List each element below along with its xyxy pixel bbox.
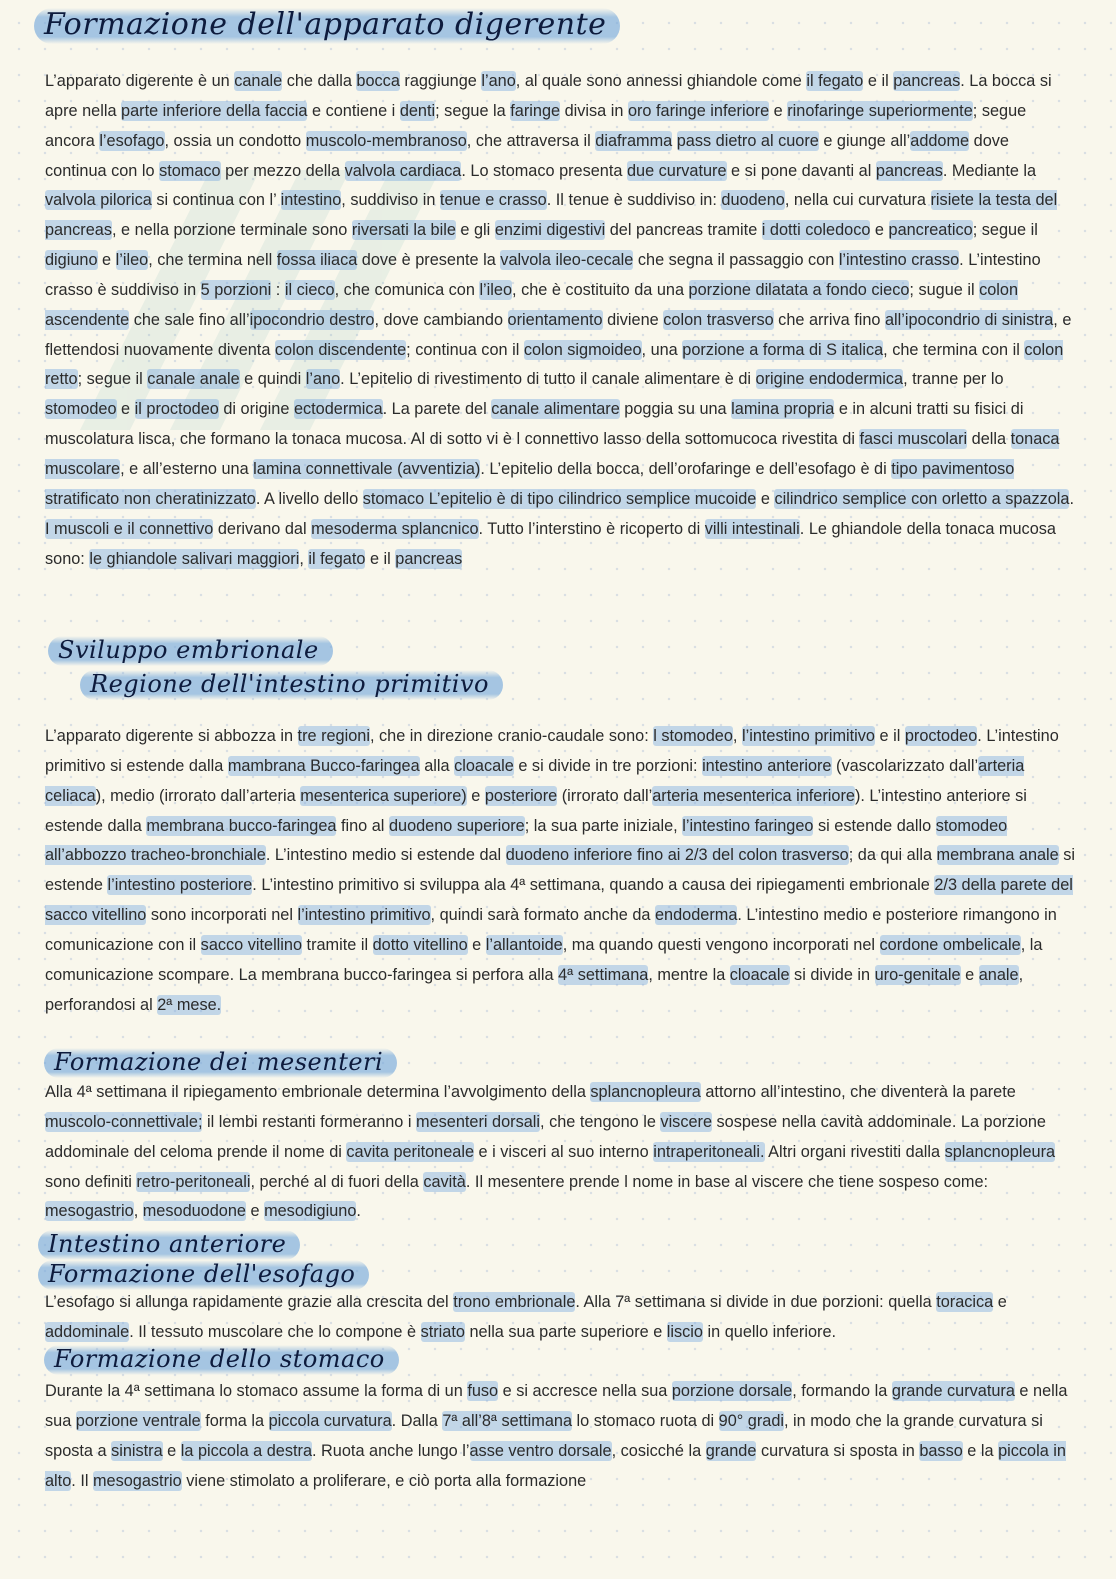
text-run: si estende [45,846,1076,895]
highlighted-text: membrana anale [936,846,1059,865]
highlighted-text: mesogastrio [45,1202,134,1221]
text-run: L’esofago si allunga rapidamente grazie alla crescita del [45,1293,454,1311]
text-run: . La parete del [382,400,492,419]
text-run: (vascolarizzato dall’ [831,756,979,775]
highlighted-text: posteriore [484,786,558,805]
text-run: , [133,1202,143,1221]
highlighted-text: l’ano [481,72,516,90]
highlighted-text: trono embrionale [453,1293,576,1311]
highlighted-text: cordone ombelicale [879,935,1021,954]
heading-formazione-esofago: Formazione dell'esofago [38,1260,369,1290]
highlighted-text: canale anale [147,370,240,389]
highlighted-text: all’ipocondrio di sinistra [884,310,1054,329]
paragraph-stomaco [45,1377,1075,1496]
text-run: . Tutto l’interstino è ricoperto di [478,519,705,538]
text-run: , e all’esterno una [120,459,254,478]
highlighted-text: pancreatico [888,221,973,240]
highlighted-text: colon retto [45,340,1064,389]
highlighted-text: tenue e crasso [439,191,547,210]
text-run: , formando la [792,1382,892,1400]
text-run: divisa in [560,101,628,120]
highlighted-text: l’esofago [99,131,165,150]
text-run: . L’intestino medio si estende dal [265,846,506,865]
highlighted-text: pancreas [893,72,961,90]
highlighted-text: canale alimentare [491,400,620,419]
highlighted-text: striato [420,1322,465,1341]
text-run: e [769,101,788,120]
text-run: della [967,430,1011,449]
highlighted-text: mesenterica superiore) [300,786,467,805]
highlighted-text: viscere [660,1112,712,1131]
highlighted-text: cavità [423,1172,466,1191]
text-run: . L’intestino primitivo si estende dalla [45,727,1059,775]
highlighted-text: lamina connettivale (avventizia) [253,459,481,478]
text-run: e [756,489,775,508]
highlighted-text: porzione dorsale [671,1382,793,1400]
text-run: , perché al di fuori della [250,1172,424,1191]
text-run: e [97,251,116,270]
text-run: dove continua con lo [45,131,1009,180]
text-run: . La bocca si apre nella [45,72,1052,120]
text-run: e i visceri al suo interno [474,1142,654,1161]
text-run: che dalla [282,72,357,90]
highlighted-text: tipo pavimentoso stratificato non cheratinizzato [45,459,1015,508]
text-run: . Ruota anche lungo l’ [312,1441,470,1460]
text-run: . Il [71,1471,93,1490]
highlighted-text: duodeno superiore [388,816,525,835]
text-run: . [356,1202,361,1221]
text-run: del pancreas tramite [605,221,762,240]
text-run: nella sua parte superiore e [464,1322,667,1341]
text-run: Alla 4ª settimana il ripiegamento embrionale determina l’avvolgimento della [45,1083,591,1101]
text-run: e [960,965,979,984]
text-run: . L’intestino crasso è suddiviso in [45,251,1041,299]
highlighted-text: cilindrico semplice con orletto a spazzola [774,489,1070,508]
text-run: che segna il passaggio con [633,251,839,270]
text-run: . Il tessuto muscolare che lo compone è [129,1322,421,1341]
text-run: alla [419,756,455,775]
highlighted-text: stomodeo [45,400,117,419]
highlighted-text: cloacale [454,756,514,775]
highlighted-text: I muscoli e il connettivo [45,519,214,538]
highlighted-text: mambrana Bucco-faringea [227,756,420,775]
text-run: viene stimolato a proliferare, e ciò porta alla formazione [181,1471,587,1490]
text-run: sono incorporati nel [146,906,298,925]
highlighted-text: piccola curvatura [268,1411,392,1430]
text-run: . L’intestino primitivo si sviluppa ala 4ª settimana, quando a causa dei ripiegamenti embrionale [252,876,935,895]
highlighted-text: splancnopleura [590,1083,701,1101]
highlighted-text: colon sigmoideo [523,340,642,359]
highlighted-text: toracica [936,1293,994,1311]
highlighted-text: tre regioni [297,727,370,745]
text-run: e [116,400,135,419]
text-run: , cosicché la [611,1441,706,1460]
highlighted-text: lamina propria [731,400,835,419]
highlighted-text: pass dietro al cuore [676,131,819,150]
highlighted-text: l stomodeo [653,727,733,745]
text-run: , la comunicazione scompare. La membrana bucco-faringea si perfora alla [45,935,1043,984]
highlighted-text: mesenteri dorsali [416,1112,541,1131]
highlighted-text: addominale [45,1322,130,1341]
highlighted-text: ipocondrio destro [249,310,375,329]
highlighted-text: colon discendente [274,340,407,359]
highlighted-text: il cieco [284,280,335,299]
text-run: e [162,1441,181,1460]
highlighted-text: muscolo-membranoso [305,131,467,150]
highlighted-text: sacco vitellino [200,935,303,954]
highlighted-text: oro faringe inferiore [627,101,770,120]
text-run: sospese nella cavità addominale. La porzione addominale del celoma prende il nome di [45,1112,1046,1161]
paragraph-intro [45,67,1075,574]
text-run: (irrorato dall’ [557,786,653,805]
text-run: , che attraversa il [466,131,596,150]
highlighted-text: grande curvatura [891,1382,1015,1400]
highlighted-text: muscolo-connettivale; [45,1112,203,1131]
highlighted-text: addome [910,131,970,150]
text-run: lo stomaco ruota di [572,1411,719,1430]
text-run: Altri organi rivestiti dalla [764,1142,945,1161]
highlighted-text: tonaca muscolare [45,430,1060,478]
highlighted-text: l’intestino faringeo [682,816,814,835]
text-run: di origine [218,400,294,419]
highlighted-text: sinistra [111,1441,163,1460]
highlighted-text: membrana bucco-faringea [146,816,337,835]
text-run: , perforandosi al [45,965,1024,1014]
text-run: e giunge all’ [818,131,911,150]
heading-intestino-anteriore: Intestino anteriore [38,1230,300,1260]
highlighted-text: 5 porzioni [200,280,272,299]
text-run: , ossia un condotto [164,131,306,150]
text-run: ; segue ancora [45,101,1027,150]
highlighted-text: retro-peritoneali [136,1172,251,1191]
highlighted-text: intestino [280,191,342,210]
text-run: . Il tenue è suddiviso in: [546,191,722,210]
highlighted-text: splancnopleura [944,1142,1056,1161]
text-run: e [467,935,486,954]
highlighted-text: digiuno [45,251,98,270]
highlighted-text: denti [399,101,436,120]
text-run: e [466,786,485,805]
highlighted-text: cloacale [729,965,790,984]
text-run: . L’epitelio della bocca, dell’orofaringe e dell’esofago è di [480,459,892,478]
highlighted-text: dotto vitellino [372,935,468,954]
highlighted-text: i dotti coledoco [761,221,871,240]
text-run: , dove cambiando [374,310,508,329]
text-run: , una [641,340,683,359]
text-run: ; da qui alla [848,846,937,865]
highlighted-text: duodeno [721,191,785,210]
highlighted-text: pancreas [395,549,463,568]
text-run: , e nella porzione terminale sono [111,221,352,240]
highlighted-text: stomodeo all’abbozzo tracheo-bronchiale [45,816,1008,865]
highlighted-text: grande [705,1441,757,1460]
highlighted-text: 4ª settimana [558,965,649,984]
highlighted-text: asse ventro dorsale [469,1441,612,1460]
text-run: , [299,549,309,568]
text-run: . Le ghiandole della tonaca mucosa sono: [45,519,1056,568]
highlighted-text: mesoderma splancnico [311,519,479,538]
highlighted-text: l’ano [305,370,341,389]
highlighted-text: diaframma [595,131,673,150]
highlighted-text: cavita peritoneale [346,1142,475,1161]
highlighted-text: il proctodeo [134,400,219,419]
text-run: Durante la 4ª settimana lo stomaco assume la forma di un [45,1382,468,1400]
highlighted-text: bocca [356,72,400,90]
highlighted-text: l’intestino primitivo [297,906,431,925]
highlighted-text: mesoduodone [142,1202,246,1221]
highlighted-text: la piccola a destra [180,1441,312,1460]
text-run: ), medio (irrorato dall’arteria [95,786,301,805]
highlighted-text: stomaco [159,161,221,180]
text-run: , [732,727,742,745]
highlighted-text: 2/3 della parete del sacco vitellino [45,876,1073,925]
highlighted-text: il fegato [806,72,864,90]
highlighted-text: colon ascendente [45,280,1019,329]
highlighted-text: orientamento [507,310,603,329]
text-run: . Lo stomaco presenta [461,161,627,180]
text-run: e si divide in tre porzioni: [513,756,703,775]
text-run: , nella cui curvatura [784,191,931,210]
highlighted-text: il fegato [308,549,366,568]
text-run: , in modo che la grande curvatura si sposta a [45,1411,1043,1460]
text-run: e si accresce nella sua [498,1382,672,1400]
highlighted-text: due curvature [626,161,727,180]
text-run: L’apparato digerente si abbozza in [45,727,298,745]
text-run: attorno all’intestino, che diventerà la parete [700,1083,1016,1101]
highlighted-text: riversati la bile [351,221,456,240]
text-run: tramite il [302,935,373,954]
highlighted-text: porzione a forma di S italica [682,340,884,359]
highlighted-text: intraperitoneali. [653,1142,765,1161]
text-run: e [993,1293,1007,1311]
highlighted-text: liscio [666,1322,703,1341]
highlighted-text: valvola ileo-cecale [500,251,634,270]
text-run: . A livello dello [255,489,363,508]
text-run: , che termina nell [148,251,277,270]
paragraph-sviluppo [45,722,1075,1020]
highlighted-text: uro-genitale [874,965,961,984]
text-run: che sale fino all’ [129,310,250,329]
highlighted-text: colon trasverso [663,310,774,329]
text-run: , suddiviso in [341,191,440,210]
text-run: . L’intestino medio e posteriore rimangono in comunicazione con il [45,906,1057,954]
highlighted-text: villi intestinali [704,519,800,538]
text-run: forma la [200,1411,269,1430]
highlighted-text: canale [234,72,283,90]
text-run: e [870,221,889,240]
highlighted-text: fuso [467,1382,499,1400]
heading-formazione-mesenteri: Formazione dei mesenteri [44,1048,397,1078]
text-run: sono definiti [45,1172,137,1191]
highlighted-text: l’intestino posteriore [107,876,253,895]
highlighted-text: arteria celiaca [45,756,1025,805]
text-run: e contiene i [307,101,400,120]
heading-regione-intestino-primitivo: Regione dell'intestino primitivo [80,670,503,700]
highlighted-text: arteria mesenterica inferiore [652,786,855,805]
highlighted-text: le ghiandole salivari maggiori [89,549,300,568]
highlighted-text: intestino anteriore [702,756,832,775]
text-run: . Il mesentere prende l nome in base al viscere che tiene sospeso come: [465,1172,989,1191]
text-run: , al quale sono annessi ghiandole come [515,72,807,90]
heading-formazione-stomaco: Formazione dello stomaco [44,1345,399,1375]
paragraph-mesenteri [45,1078,1075,1227]
text-run: e gli [455,221,495,240]
highlighted-text: 90° gradi [718,1411,784,1430]
text-run: ; sugue il [909,280,980,299]
highlighted-text: stomaco L’epitelio è di tipo cilindrico semplice mucoide [362,489,757,508]
highlighted-text: 7ª all’8ª settimana [442,1411,573,1430]
highlighted-text: porzione ventrale [75,1411,201,1430]
text-run: . L’epitelio di rivestimento di tutto il canale alimentare è di [340,370,756,389]
text-run: il lembi restanti formeranno i [202,1112,417,1131]
text-run: e si pone davanti al [726,161,876,180]
highlighted-text: porzione dilatata a fondo cieco [688,280,910,299]
text-run: dove è presente la [357,251,501,270]
text-run: . Alla 7ª settimana si divide in due porzioni: quella [575,1293,937,1311]
highlighted-text: l’allantoide [485,935,563,954]
text-run: ; continua con il [406,340,524,359]
text-run: si estende dallo [813,816,936,835]
text-run: , e flettendosi nuovamente diventa [45,310,1072,359]
text-run: , quindi sarà formato anche da [430,906,655,925]
text-run: , che comunica con [334,280,480,299]
page-title: Formazione dell'apparato digerente [34,8,620,44]
text-run: poggia su una [619,400,732,419]
highlighted-text: valvola cardiaca [344,161,462,180]
text-run: e la [962,1441,999,1460]
text-run: L’apparato digerente è un [45,72,235,90]
text-run: : [271,280,285,299]
text-run: . Dalla [391,1411,443,1430]
highlighted-text: parte inferiore della faccia [121,101,308,120]
text-run: curvatura si sposta in [756,1441,920,1460]
text-run: ; segue il [972,221,1038,240]
highlighted-text: anale [978,965,1019,984]
text-run: fino al [336,816,389,835]
text-run: si continua con l’ [151,191,281,210]
highlighted-text: enzimi digestivi [494,221,606,240]
highlighted-text: pancreas [875,161,943,180]
text-run: ; segue il [77,370,148,389]
text-run: in quello inferiore. [702,1322,837,1341]
highlighted-text: mesogastrio [92,1471,182,1490]
text-run: raggiunge [399,72,482,90]
text-run: . Mediante la [942,161,1037,180]
highlighted-text: 2ª mese. [157,995,222,1014]
highlighted-text: origine endodermica [755,370,904,389]
text-run: e nella sua [45,1382,1068,1430]
highlighted-text: duodeno inferiore fino ai 2/3 del colon trasverso [505,846,849,865]
highlighted-text: basso [919,1441,963,1460]
text-run: , mentre la [648,965,730,984]
highlighted-text: valvola pilorica [45,191,152,210]
text-run: , che termina con il [883,340,1025,359]
text-run: e [245,1202,265,1221]
highlighted-text: rinofaringe superiormente [787,101,973,120]
text-run: si divide in [789,965,875,984]
highlighted-text: fasci muscolari [859,430,968,449]
text-run: diviene [602,310,664,329]
text-run: e in alcuni tratti su fisici di muscolatura lisca, che formano la tonaca mucosa. Al di sotto vi è l connettivo lasso della sottomucoca rivestita di [45,400,1024,449]
highlighted-text: risiete la testa del pancreas [45,191,1058,240]
highlighted-text: piccola in alto [45,1441,1066,1490]
text-run: derivano dal [213,519,312,538]
text-run: . [1069,489,1075,508]
text-run: e il [365,549,396,568]
highlighted-text: faringe [510,101,561,120]
text-run: e il [874,727,905,745]
text-run: , che tengono le [540,1112,661,1131]
text-run: ; segue la [435,101,511,120]
highlighted-text: endoderma [655,906,738,925]
highlighted-text: fossa iliaca [276,251,358,270]
text-run: , tranne per lo [903,370,1004,389]
text-run: , che è costituito da una [512,280,689,299]
highlighted-text: l’ileo [479,280,513,299]
text-run: , che in direzione cranio-caudale sono: [369,727,654,745]
text-run: e il [863,72,894,90]
highlighted-text: ectodermica [293,400,383,419]
highlighted-text: l’intestino primitivo [741,727,875,745]
text-run: che arriva fino [773,310,885,329]
heading-sviluppo-embrionale: Sviluppo embrionale [48,636,333,666]
highlighted-text: proctodeo [904,727,978,745]
text-run: per mezzo della [220,161,345,180]
text-run: ; la sua parte iniziale, [524,816,683,835]
highlighted-text: l’ileo [115,251,149,270]
text-run: , ma quando questi vengono incorporati nel [562,935,880,954]
highlighted-text: l’intestino crasso [838,251,960,270]
text-run: e quindi [239,370,306,389]
paragraph-esofago [45,1288,1075,1348]
highlighted-text: mesodigiuno [264,1202,357,1221]
text-run: ). L’intestino anteriore si estende dalla [45,786,1027,835]
